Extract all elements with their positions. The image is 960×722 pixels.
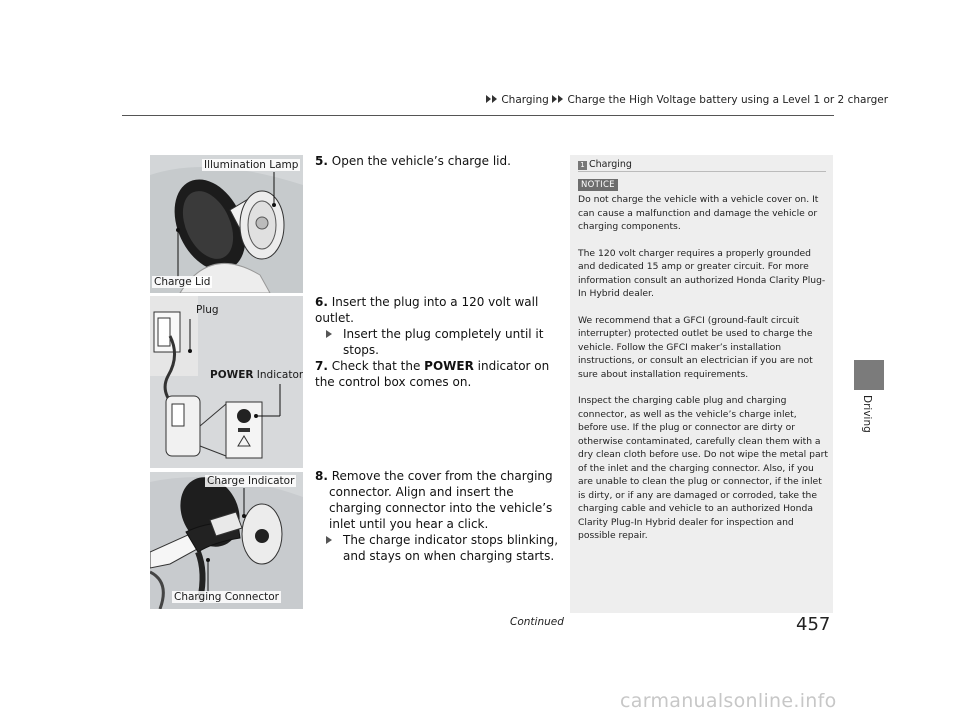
note-paragraph: The 120 volt charger requires a properly grounded and dedicated 15 amp or greater circuit. For more information consult an authorized Honda Clarity Plug-In Hybrid dealer.: [578, 247, 826, 299]
charge-lid-drawing: [150, 155, 303, 293]
connector-drawing: [150, 472, 303, 609]
control-box-drawing: [150, 296, 303, 468]
step-8: [315, 468, 560, 564]
note-heading-text: Charging: [589, 159, 632, 170]
driving-section-tab[interactable]: [854, 360, 884, 390]
continued-label: Continued: [510, 616, 564, 628]
note-reference-icon: 1: [578, 161, 587, 170]
note-rule: [578, 171, 826, 172]
power-indicator-label: [208, 369, 303, 381]
step-5: [315, 153, 560, 169]
charging-connector-label: Charging Connector: [174, 591, 279, 603]
step-number: 6.: [315, 295, 328, 309]
notice-badge: NOTICE: [578, 179, 618, 191]
breadcrumb-arrow-icon: [486, 95, 491, 103]
plug-control-box-illustration: [150, 296, 303, 468]
step-text: Remove the cover from the charging connector. Align and insert the charging connector into the vehicle’s inlet until you hear a click.: [329, 469, 553, 531]
power-indicator-label-bold: POWER: [210, 369, 254, 381]
note-paragraph: Do not charge the vehicle with a vehicle cover on. It can cause a malfunction and damage the vehicle or charging components.: [578, 194, 819, 232]
note-paragraph: We recommend that a GFCI (ground-fault circuit interrupter) protected outlet be used to charge the vehicle. Follow the GFCI maker’s installation instructions, or consult an electrician if you are not sure about installation requirements.: [578, 314, 813, 380]
breadcrumb-arrow-icon: [492, 95, 497, 103]
step-result-text: The charge indicator stops blinking, and stays on when charging starts.: [343, 533, 559, 563]
step-result-text: Insert the plug completely until it stops.: [343, 327, 544, 357]
step-text: Open the vehicle’s charge lid.: [331, 154, 511, 168]
watermark: carmanualsonline.info: [620, 690, 837, 712]
breadcrumb-current-section: Charge the High Voltage battery using a Level 1 or 2 charger: [567, 94, 889, 106]
illumination-lamp-label: Illumination Lamp: [204, 159, 299, 171]
page-number: 457: [796, 614, 831, 635]
charge-lid-label: Charge Lid: [154, 276, 211, 288]
step-number: 7.: [315, 359, 328, 373]
breadcrumb-arrow-icon: [558, 95, 563, 103]
step-text: Insert the plug into a 120 volt wall outlet.: [315, 295, 539, 325]
step-number: 8.: [315, 469, 328, 483]
header-rule: [122, 115, 834, 116]
plug-label: Plug: [196, 304, 219, 316]
charge-lid-illustration: [150, 155, 303, 293]
breadcrumb-arrow-icon: [552, 95, 557, 103]
driving-section-label: Driving: [861, 395, 873, 433]
breadcrumb: [486, 94, 888, 106]
step-text-bold: POWER: [424, 359, 474, 373]
note-body: [578, 193, 828, 556]
step-number: 5.: [315, 154, 328, 168]
note-heading: [578, 159, 632, 170]
result-arrow-icon: [326, 330, 332, 338]
charge-indicator-label: Charge Indicator: [207, 475, 295, 487]
steps-6-7: [315, 294, 560, 390]
step-text-pre: Check that the: [331, 359, 425, 373]
breadcrumb-charging[interactable]: Charging: [501, 94, 549, 106]
result-arrow-icon: [326, 536, 332, 544]
note-paragraph: Inspect the charging cable plug and charging connector, as well as the vehicle’s charge inlet, before use. If the plug or connector are dirty or otherwise contaminated, carefully clean them with a dry clean cloth before use. Do not wipe the metal part of the inlet and the charging connector. Also, if you are unable to clean the plug or connector, if the inlet is dirty, or if any are damaged or corroded, take the charging cable and vehicle to an authorized Honda Clarity Plug-In Hybrid dealer for inspection and possible repair.: [578, 395, 828, 541]
step-text-post: indicator on the control box comes on.: [315, 359, 550, 389]
power-indicator-label-rest: Indicator: [253, 369, 303, 381]
charging-connector-illustration: [150, 472, 303, 609]
